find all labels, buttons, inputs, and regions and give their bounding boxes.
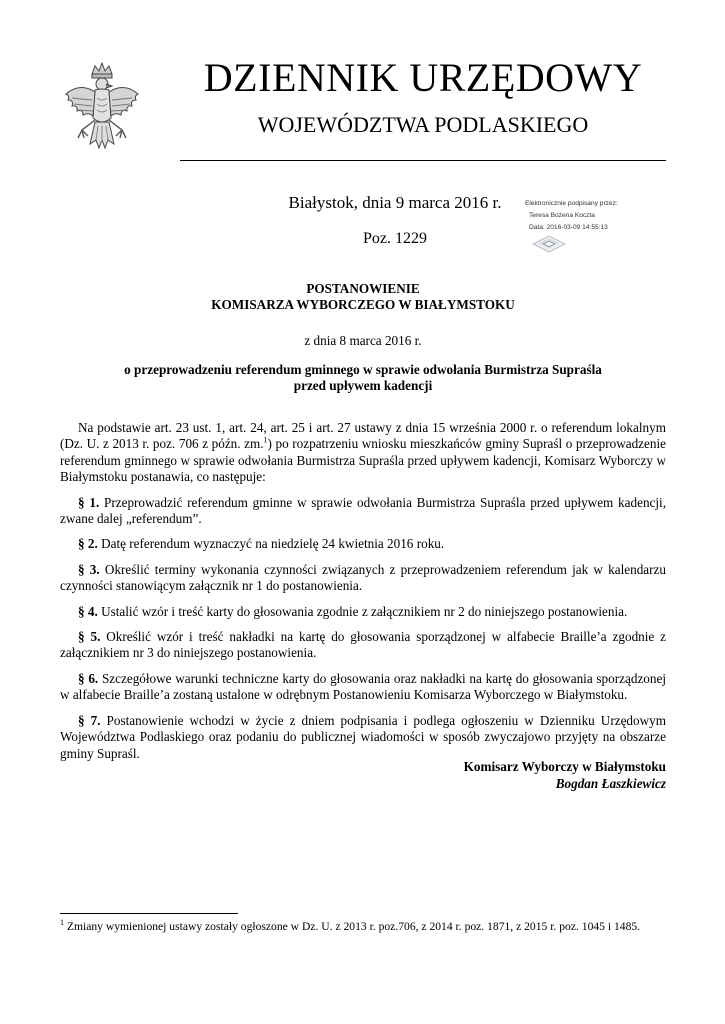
section-text: Określić terminy wykonania czynności związanych z przeprowadzeniem referendum jak w kalendarzu czynności stanowiącym załącznik nr 1 do postanowienia. (60, 561, 666, 594)
section-number: § 2. (78, 536, 98, 552)
section-number: § 1. (78, 494, 100, 510)
section-number: § 4. (78, 603, 98, 619)
section-6 (60, 671, 666, 704)
subject-line-2: przed upływem kadencji (293, 377, 433, 393)
masthead-divider (180, 160, 666, 161)
section-number: § 5. (78, 629, 101, 645)
document-type: POSTANOWIENIE (306, 281, 420, 296)
section-number: § 7. (78, 712, 101, 728)
document-date: z dnia 8 marca 2016 r. (304, 333, 422, 348)
section-text: Przeprowadzić referendum gminne w sprawie odwołania Burmistrza Supraśla przed upływem kadencji, zwane dalej „referendum”. (60, 494, 667, 527)
section-2 (60, 536, 666, 552)
footnote (60, 919, 666, 934)
document-issuer: KOMISARZA WYBORCZEGO W BIAŁYMSTOKU (211, 297, 515, 312)
intro-text-start: Na podstawie art. 23 ust. 1, art. 24, art. 25 i art. 27 ustawy z dnia 15 września 2000 r. o referendum lokalnym (Dz. U. z 2013 r. poz. 706 z późn. zm. (60, 420, 666, 452)
section-text: Datę referendum wyznaczyć na niedzielę 24 kwietnia 2016 roku. (101, 536, 445, 552)
subject-line-1: o przeprowadzeniu referendum gminnego w sprawie odwołania Burmistrza Supraśla (124, 362, 602, 377)
section-text: Szczegółowe warunki techniczne karty do głosowania oraz nakładki na kartę do głosowania sporządzonej w alfabecie Braille’a zostaną ustalone w odrębnym Postanowieniu Komisarza Wyborczego w Białymstoku. (60, 670, 666, 703)
intro-paragraph (60, 420, 666, 486)
journal-title: DZIENNIK URZĘDOWY (203, 55, 643, 100)
section-5 (60, 629, 666, 662)
section-number: § 3. (78, 561, 100, 577)
footnote-divider (60, 913, 238, 914)
signature-block (464, 758, 666, 792)
signatory-name: Bogdan Łaszkiewicz (555, 776, 666, 791)
intro-text-end: ) po rozpatrzeniu wniosku mieszkańców gminy Supraśl o przeprowadzenie referendum gminnego w sprawie odwołania Burmistrza Supraśla przed upływem kadencji, Komisarz Wyborczy w Białymstoku postanawia, co następuje: (60, 436, 666, 485)
section-text: Postanowienie wchodzi w życie z dniem podpisania i podlega ogłoszeniu w Dzienniku Urzędowym Województwa Podlaskiego oraz podaniu do publicznej wiadomości w sposób zwyczajowo przyjęty na obszarze gminy Supraśl. (60, 712, 666, 761)
section-number: § 6. (78, 670, 99, 686)
issue-position: Poz. 1229 (363, 230, 427, 247)
section-4 (60, 604, 666, 620)
esignature-label: Elektronicznie podpisany przez: (525, 200, 618, 207)
esignature-signer: Teresa Bożena Koczta (529, 212, 595, 219)
document-heading (60, 281, 666, 313)
issue-place-date: Białystok, dnia 9 marca 2016 r. (288, 193, 502, 212)
section-7 (60, 713, 666, 762)
section-text: Określić wzór i treść nakładki na kartę do głosowania sporządzonej w alfabecie Braille’a zgodnie z załącznikiem nr 3 do niniejszego postanowienia. (60, 629, 667, 661)
footnote-mark: 1 (60, 918, 64, 928)
document-body (60, 420, 666, 762)
electronic-signature-block (525, 198, 660, 259)
document-subject (60, 362, 666, 393)
journal-subtitle: WOJEWÓDZTWA PODLASKIEGO (257, 112, 589, 137)
section-text: Ustalić wzór i treść karty do głosowania zgodnie z załącznikiem nr 2 do niniejszego postanowienia. (101, 603, 628, 619)
section-1 (60, 495, 666, 528)
polish-eagle-emblem (62, 60, 142, 164)
footnote-reference: 1 (263, 436, 268, 446)
signature-verification-icon (531, 234, 567, 254)
esignature-date: Data: 2016-03-09 14:55:13 (529, 224, 608, 231)
footnote-text: Zmiany wymienionej ustawy zostały ogłoszone w Dz. U. z 2013 r. poz.706, z 2014 r. poz. 1871, z 2015 r. poz. 1045 i 1485. (66, 920, 641, 933)
signatory-role: Komisarz Wyborczy w Białymstoku (463, 759, 666, 774)
section-3 (60, 562, 666, 595)
